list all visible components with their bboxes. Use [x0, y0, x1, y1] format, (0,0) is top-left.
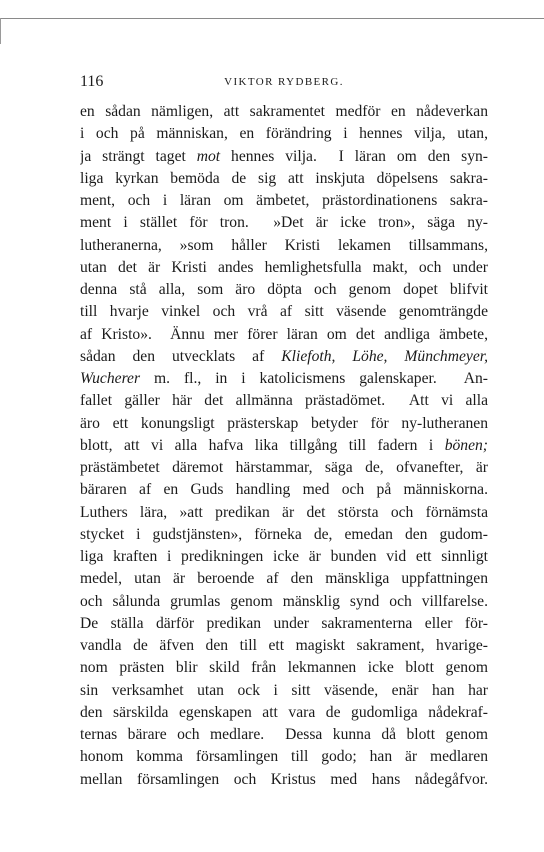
text-run: utan det är Kristi andes hemlighetsfulla makt, och under: [80, 258, 488, 276]
page-number: 116: [80, 73, 104, 90]
text-line: [80, 702, 488, 724]
text-run: prästämbetet däremot härstammar, säga de, ofvanefter, är: [80, 459, 488, 476]
text-line: [80, 457, 488, 479]
italic-run: bönen;: [444, 436, 488, 454]
text-run: fallet gäller här det allmänna prästadömet. Att vi alla: [80, 392, 488, 410]
text-run: liga kraften i predikningen icke är bunden vid ett sinnligt: [80, 548, 488, 565]
text-run: denna stå alla, som äro döpta och genom dopet blifvit: [80, 281, 488, 298]
text-line: [80, 435, 488, 457]
text-run: äro ett konungsligt prästerskap betyder för ny-lutheranen: [80, 414, 488, 432]
text-line: [80, 591, 488, 613]
text-run: honom komma församlingen till godo; han är medlaren: [80, 748, 488, 766]
text-run: till hvarje vinkel och vrå af sitt väsende genomträngde: [80, 303, 488, 321]
text-line: [80, 101, 488, 123]
text-run: ment i stället för tron. »Det är icke tron», säga ny-: [80, 214, 488, 232]
text-run: ment, och i läran om ämbetet, prästordinationens sakra-: [80, 192, 488, 209]
text-run: lutheranerna, »som håller Kristi lekamen tillsammans,: [80, 236, 488, 254]
text-run: i och på människan, en förändring i hennes vilja, utan,: [80, 125, 488, 143]
text-run: ja strängt taget: [80, 147, 197, 165]
text-run: Luthers lära, »att predikan är det största och förnämsta: [80, 503, 488, 521]
page-header: [80, 72, 488, 92]
text-line: [80, 680, 488, 702]
body-text: [80, 101, 488, 791]
italic-run: mot: [196, 147, 221, 165]
text-line: [80, 769, 488, 791]
text-line: [80, 301, 488, 323]
text-run: blott, att vi alla hafva lika tillgång till fadern i: [80, 436, 445, 454]
text-line: [80, 568, 488, 590]
text-line: [80, 235, 488, 257]
text-line: [80, 657, 488, 679]
text-run: bäraren af en Guds handling med och på människorna.: [80, 481, 488, 499]
text-run: sådan den utvecklats af: [80, 347, 282, 365]
text-line: [80, 279, 488, 301]
text-line: [80, 746, 488, 768]
text-line: [80, 123, 488, 145]
text-run: den särskilda egenskapen att vara de gudomliga nådekraf-: [80, 703, 488, 721]
text-run: en sådan nämligen, att sakramentet medför en nådeverkan: [80, 103, 488, 120]
text-line: [80, 613, 488, 635]
text-line: [80, 146, 488, 168]
text-line: [80, 546, 488, 568]
page-edge-mark: [0, 18, 1, 44]
text-line: [80, 257, 488, 279]
text-run: liga kyrkan bemöda de sig att inskjuta döpelsens sakra-: [80, 169, 488, 187]
text-run: af Kristo». Ännu mer förer läran om det andliga ämbete,: [80, 325, 488, 343]
running-head: VIKTOR RYDBERG.: [224, 76, 344, 88]
text-line: [80, 212, 488, 234]
text-run: vandla de äfven den till ett magiskt sakrament, hvarige-: [80, 637, 488, 654]
text-run: hennes vilja. I läran om den syn-: [220, 147, 488, 165]
text-run: mellan församlingen och Kristus med hans nådegåfvor.: [80, 770, 488, 788]
text-line: [80, 724, 488, 746]
text-line: [80, 324, 488, 346]
text-run: ternas bärare och medlare. Dessa kunna då blott genom: [80, 726, 488, 743]
text-line: [80, 168, 488, 190]
text-line: [80, 502, 488, 524]
text-run: sin verksamhet utan ock i sitt väsende, enär han har: [80, 681, 488, 699]
text-line: [80, 524, 488, 546]
text-line: [80, 368, 488, 390]
text-line: [80, 635, 488, 657]
text-line: [80, 479, 488, 501]
text-line: [80, 390, 488, 412]
text-run: och sålunda grumlas genom mänsklig synd och villfarelse.: [80, 592, 488, 610]
page-top-rule: [0, 18, 544, 19]
text-run: stycket i gudstjänsten», förneka de, emedan den gudom-: [80, 525, 488, 543]
text-line: [80, 413, 488, 435]
text-line: [80, 346, 488, 368]
italic-run: Wucherer: [80, 370, 141, 387]
italic-run: Kliefoth, Löhe, Münchmeyer,: [281, 347, 488, 365]
text-run: medel, utan är beroende af den mänskliga uppfattningen: [80, 570, 488, 588]
text-line: [80, 190, 488, 212]
text-run: m. fl., in i katolicismens galenskaper. An-: [140, 370, 488, 387]
text-run: De ställa därför predikan under sakramenterna eller för-: [80, 614, 488, 632]
text-run: nom prästen blir skild från lekmannen icke blott genom: [80, 659, 488, 677]
